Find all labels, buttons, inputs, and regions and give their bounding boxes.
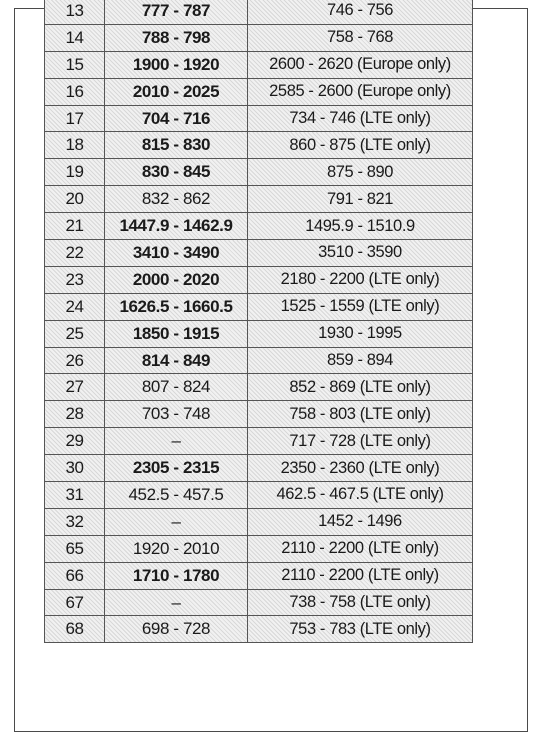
uplink-range-cell: 815 - 830 — [105, 132, 248, 159]
downlink-range-cell: 734 - 746 (LTE only) — [248, 105, 473, 132]
frequency-band-table-container — [44, 0, 472, 658]
downlink-range-cell: 758 - 803 (LTE only) — [248, 401, 473, 428]
downlink-range-cell: 1452 - 1496 — [248, 508, 473, 535]
band-number-cell: 14 — [45, 24, 105, 51]
downlink-range-cell: 2350 - 2360 (LTE only) — [248, 455, 473, 482]
band-number-cell: 28 — [45, 401, 105, 428]
downlink-range-cell: 2110 - 2200 (LTE only) — [248, 562, 473, 589]
table-row — [45, 240, 473, 267]
band-number-cell: 65 — [45, 535, 105, 562]
table-row — [45, 508, 473, 535]
table-row — [45, 186, 473, 213]
table-row — [45, 105, 473, 132]
uplink-range-cell: – — [105, 508, 248, 535]
downlink-range-cell: 2585 - 2600 (Europe only) — [248, 78, 473, 105]
uplink-range-cell: 2010 - 2025 — [105, 78, 248, 105]
table-row — [45, 347, 473, 374]
band-number-cell: 25 — [45, 320, 105, 347]
table-row — [45, 293, 473, 320]
band-number-cell: 20 — [45, 186, 105, 213]
uplink-range-cell: 703 - 748 — [105, 401, 248, 428]
downlink-range-cell: 860 - 875 (LTE only) — [248, 132, 473, 159]
uplink-range-cell: 1850 - 1915 — [105, 320, 248, 347]
uplink-range-cell: 814 - 849 — [105, 347, 248, 374]
uplink-range-cell: 1710 - 1780 — [105, 562, 248, 589]
band-number-cell: 16 — [45, 78, 105, 105]
band-number-cell: 27 — [45, 374, 105, 401]
band-number-cell: 24 — [45, 293, 105, 320]
uplink-range-cell: 1447.9 - 1462.9 — [105, 213, 248, 240]
uplink-range-cell: – — [105, 428, 248, 455]
uplink-range-cell: – — [105, 589, 248, 616]
table-row — [45, 589, 473, 616]
table-row — [45, 51, 473, 78]
downlink-range-cell: 2600 - 2620 (Europe only) — [248, 51, 473, 78]
band-number-cell: 26 — [45, 347, 105, 374]
uplink-range-cell: 452.5 - 457.5 — [105, 482, 248, 509]
downlink-range-cell: 738 - 758 (LTE only) — [248, 589, 473, 616]
uplink-range-cell: 3410 - 3490 — [105, 240, 248, 267]
uplink-range-cell: 777 - 787 — [105, 0, 248, 24]
downlink-range-cell: 1495.9 - 1510.9 — [248, 213, 473, 240]
band-number-cell: 29 — [45, 428, 105, 455]
band-number-cell: 31 — [45, 482, 105, 509]
uplink-range-cell: 830 - 845 — [105, 159, 248, 186]
table-row — [45, 213, 473, 240]
band-number-cell: 22 — [45, 240, 105, 267]
table-row — [45, 320, 473, 347]
downlink-range-cell: 859 - 894 — [248, 347, 473, 374]
table-row — [45, 482, 473, 509]
downlink-range-cell: 875 - 890 — [248, 159, 473, 186]
band-number-cell: 68 — [45, 616, 105, 643]
band-number-cell: 13 — [45, 0, 105, 24]
downlink-range-cell: 852 - 869 (LTE only) — [248, 374, 473, 401]
band-number-cell: 23 — [45, 266, 105, 293]
downlink-range-cell: 1930 - 1995 — [248, 320, 473, 347]
downlink-range-cell: 462.5 - 467.5 (LTE only) — [248, 482, 473, 509]
band-number-cell: 21 — [45, 213, 105, 240]
table-row — [45, 132, 473, 159]
uplink-range-cell: 1900 - 1920 — [105, 51, 248, 78]
uplink-range-cell: 1920 - 2010 — [105, 535, 248, 562]
table-row — [45, 266, 473, 293]
downlink-range-cell: 746 - 756 — [248, 0, 473, 24]
band-number-cell: 15 — [45, 51, 105, 78]
band-number-cell: 30 — [45, 455, 105, 482]
band-number-cell: 67 — [45, 589, 105, 616]
uplink-range-cell: 1626.5 - 1660.5 — [105, 293, 248, 320]
uplink-range-cell: 698 - 728 — [105, 616, 248, 643]
table-row — [45, 616, 473, 643]
band-number-cell: 66 — [45, 562, 105, 589]
table-body — [45, 0, 473, 643]
table-row — [45, 401, 473, 428]
uplink-range-cell: 704 - 716 — [105, 105, 248, 132]
downlink-range-cell: 2180 - 2200 (LTE only) — [248, 266, 473, 293]
downlink-range-cell: 791 - 821 — [248, 186, 473, 213]
downlink-range-cell: 1525 - 1559 (LTE only) — [248, 293, 473, 320]
table-row — [45, 159, 473, 186]
table-row — [45, 24, 473, 51]
uplink-range-cell: 788 - 798 — [105, 24, 248, 51]
uplink-range-cell: 807 - 824 — [105, 374, 248, 401]
table-row — [45, 78, 473, 105]
uplink-range-cell: 2000 - 2020 — [105, 266, 248, 293]
downlink-range-cell: 753 - 783 (LTE only) — [248, 616, 473, 643]
band-number-cell: 19 — [45, 159, 105, 186]
table-row — [45, 428, 473, 455]
downlink-range-cell: 717 - 728 (LTE only) — [248, 428, 473, 455]
table-row — [45, 455, 473, 482]
downlink-range-cell: 2110 - 2200 (LTE only) — [248, 535, 473, 562]
band-number-cell: 32 — [45, 508, 105, 535]
uplink-range-cell: 832 - 862 — [105, 186, 248, 213]
downlink-range-cell: 758 - 768 — [248, 24, 473, 51]
table-row — [45, 562, 473, 589]
downlink-range-cell: 3510 - 3590 — [248, 240, 473, 267]
frequency-band-table — [44, 0, 473, 643]
table-row — [45, 535, 473, 562]
uplink-range-cell: 2305 - 2315 — [105, 455, 248, 482]
table-row — [45, 374, 473, 401]
table-row — [45, 0, 473, 24]
band-number-cell: 17 — [45, 105, 105, 132]
band-number-cell: 18 — [45, 132, 105, 159]
